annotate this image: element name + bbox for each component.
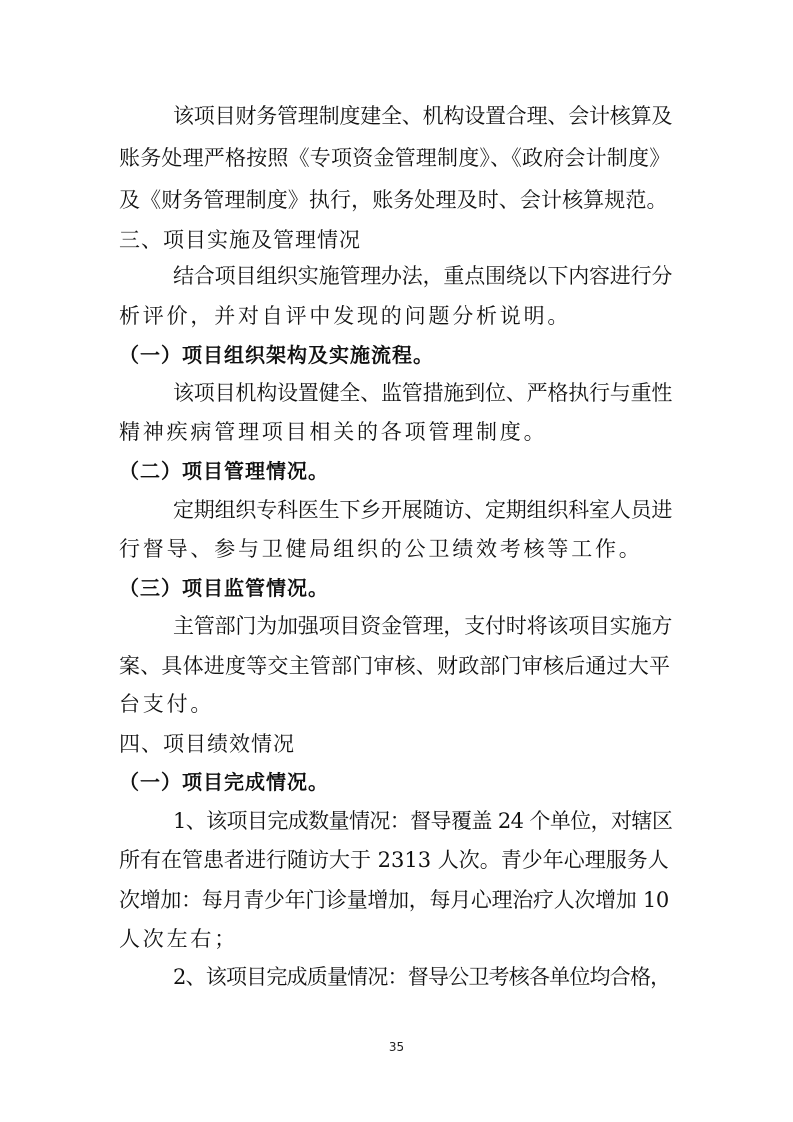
section-heading: 四、项目绩效情况 — [119, 732, 295, 756]
paragraph-line: 所有在管患者进行随访大于 2313 人次。青少年心理服务人 — [119, 848, 669, 872]
paragraph-line: 人次左右； — [119, 927, 238, 951]
paragraph-line: 主管部门为加强项目资金管理，支付时将该项目实施方 — [173, 614, 673, 638]
paragraph-line: 1、该项目完成数量情况：督导覆盖 24 个单位，对辖区 — [173, 809, 673, 833]
page-number: 35 — [388, 1040, 405, 1054]
section-heading: 三、项目实施及管理情况 — [119, 228, 361, 252]
subsection-heading: （一）项目完成情况。 — [119, 770, 329, 794]
subsection-heading: （一）项目组织架构及实施流程。 — [119, 343, 434, 367]
paragraph-line: 次增加：每月青少年门诊量增加，每月心理治疗人次增加 10 — [119, 888, 669, 912]
subsection-heading: （三）项目监管情况。 — [119, 576, 329, 600]
paragraph-line: 行督导、参与卫健局组织的公卫绩效考核等工作。 — [119, 537, 643, 561]
paragraph-line: 精神疾病管理项目相关的各项管理制度。 — [119, 420, 548, 444]
paragraph-line: 台支付。 — [119, 692, 215, 716]
paragraph-line: 结合项目组织实施管理办法，重点围绕以下内容进行分 — [173, 264, 673, 288]
paragraph-line: 定期组织专科医生下乡开展随访、定期组织科室人员进 — [173, 498, 673, 522]
paragraph-line: 2、该项目完成质量情况：督导公卫考核各单位均合格， — [173, 965, 671, 989]
paragraph-line: 该项目财务管理制度建全、机构设置合理、会计核算及 — [173, 104, 673, 128]
paragraph-line: 析评价，并对自评中发现的问题分析说明。 — [119, 304, 572, 328]
subsection-heading: （二）项目管理情况。 — [119, 459, 329, 483]
paragraph-line: 账务处理严格按照《专项资金管理制度》、《政府会计制度》 — [119, 146, 671, 170]
paragraph-line: 该项目机构设置健全、监管措施到位、严格执行与重性 — [173, 381, 673, 405]
paragraph-line: 及《财务管理制度》执行，账务处理及时、会计核算规范。 — [119, 188, 668, 212]
paragraph-line: 案、具体进度等交主管部门审核、财政部门审核后通过大平 — [119, 654, 671, 678]
